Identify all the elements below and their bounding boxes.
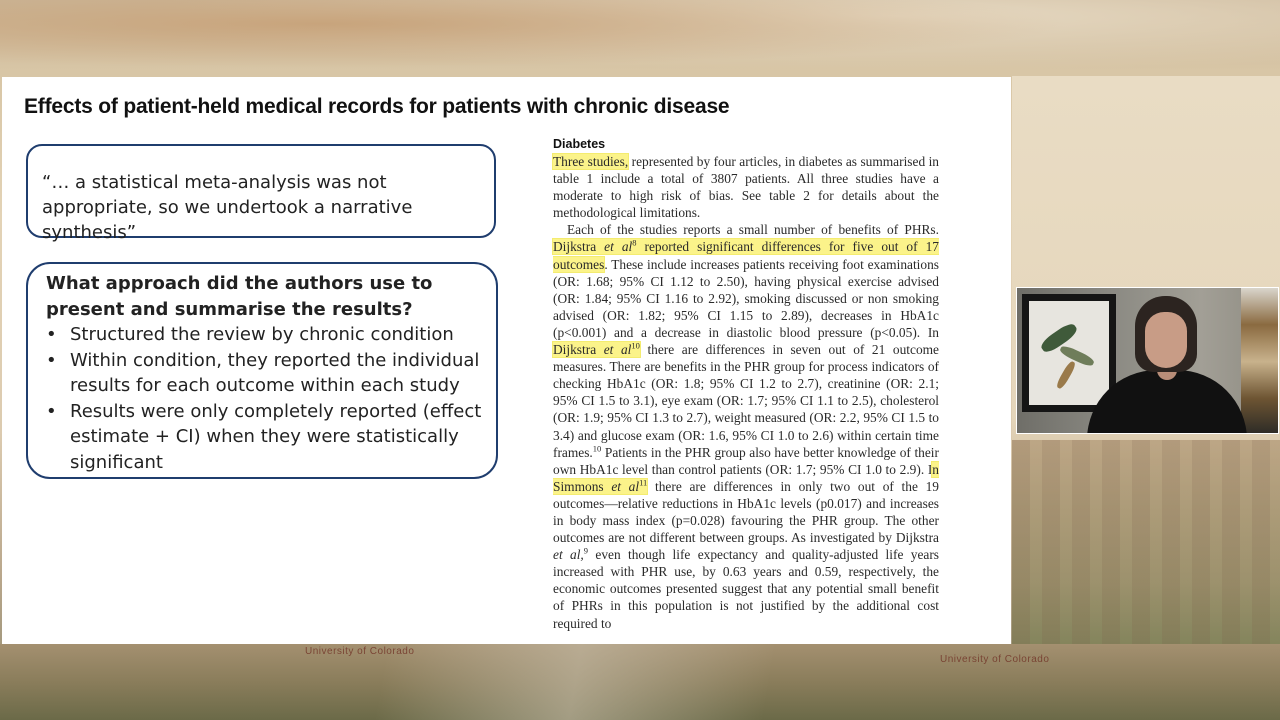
- etal-text: et al,: [553, 547, 584, 563]
- approach-bullet: [46, 399, 482, 476]
- bullet-text: Within condition, they reported the individual results for each outcome within each study: [70, 349, 480, 396]
- wall-painting-icon: [1022, 294, 1116, 412]
- bullet-dot-icon: •: [46, 400, 57, 422]
- paper-excerpt: [553, 136, 939, 632]
- highlight-three-studies: Three studies,: [553, 154, 629, 169]
- presenter-face: [1145, 312, 1187, 368]
- highlight-dijkstra-10: [553, 342, 640, 357]
- webcam-video-feed: [1016, 287, 1279, 434]
- highlight-etal: et al: [611, 478, 640, 494]
- bullet-text: Structured the review by chronic condition: [70, 324, 454, 345]
- citation-superscript: 8: [632, 238, 637, 248]
- painting-stroke: [1055, 360, 1077, 390]
- paragraph-text: there are differences in only two out of the 19 outcomes—relative reductions in HbA1c levels (p0.017) and increases in body mass index (p=0.028) favouring the PHR group. The other outcomes are not different between groups. As investigated by Dijkstra: [553, 478, 940, 546]
- bullet-dot-icon: •: [46, 349, 57, 371]
- bullet-dot-icon: •: [46, 324, 57, 345]
- highlight-text: reported significant differences for five out of 17 outcomes: [553, 239, 939, 272]
- paper-paragraph-2: [553, 221, 939, 631]
- highlight-text: Dijkstra: [553, 239, 605, 255]
- bullet-text: Results were only completely reported (effect estimate + CI) when they were statistically significant: [70, 400, 482, 473]
- highlight-text: Dijkstra: [553, 342, 604, 358]
- quote-text: “… a statistical meta-analysis was not appropriate, so we undertook a narrative synthesis”: [42, 172, 413, 243]
- paragraph-text: even though life expectancy and quality-adjusted life years increased with PHR use, by 0.63 years and 0.59, respectively, the economic outcomes presented suggest that any potential small benefit of PHRs in this population is not justified by the additional cost required to: [553, 547, 939, 631]
- paragraph-text: Patients in the PHR group also have better knowledge of their own HbA1c level than control patients (OR: 1.7; 95% CI 1.0 to 2.9). I: [553, 444, 939, 477]
- presentation-slide: [2, 77, 1011, 644]
- citation-superscript: 11: [639, 477, 648, 488]
- bookshelf: [1241, 288, 1279, 434]
- paragraph-text: there are differences in seven out of 21 outcome measures. There are benefits in the PHR group for process indicators of checking HbA1c (OR: 1.8; 95% CI 1.2 to 2.7), creatinine (OR: 2.1; 95% CI 1.5 to 3.1), eye exam (OR: 1.7; 95% CI 1.1 to 2.5), cholesterol (OR: 1.9; 95% CI 1.3 to 2.7), weight measured (OR: 2.2, 95% CI 1.5 to 3.4) and glucose exam (OR: 1.6, 95% CI 1.0 to 2.6) within certain time frames.: [553, 342, 939, 460]
- citation-superscript: 9: [583, 545, 589, 556]
- paragraph-text: Each of the studies reports a small number of benefits of PHRs.: [567, 222, 939, 238]
- paper-paragraph-1: [553, 153, 939, 221]
- highlight-etal: et al: [603, 342, 632, 358]
- approach-bullet-list: [46, 322, 482, 475]
- approach-bullet: [46, 348, 482, 399]
- quote-box: [26, 144, 496, 243]
- campus-sign-left: University of Colorado: [305, 646, 415, 657]
- paper-section-heading: Diabetes: [553, 137, 606, 151]
- background-campus-road: [0, 644, 1280, 720]
- approach-bullet: [46, 322, 482, 348]
- painting-stroke: [1059, 344, 1096, 368]
- campus-sign-right: University of Colorado: [940, 654, 1050, 665]
- paragraph-text: . These include increases patients receiving foot examinations (OR: 1.68; 95% CI 1.12 to 2.50), having physical exercise advised (OR: 1.84; 95% CI 1.16 to 2.92), smoking discussed or non smoking advised (OR: 1.82; 95% CI 1.15 to 2.89), decreases in HbA1c (p<0.001) and a decrease in diastolic blood pressure (p<0.05). In: [553, 256, 939, 340]
- approach-box: [26, 262, 498, 479]
- approach-question: What approach did the authors use to present and summarise the results?: [46, 273, 433, 320]
- slide-title: Effects of patient-held medical records for patients with chronic disease: [24, 95, 730, 118]
- paragraph-text: represented by four articles, in diabetes as summarised in table 1 include a total of 3807 patients. All three studies have a moderate to high risk of bias. See table 2 for details about the methodological limitations.: [553, 154, 939, 221]
- background-sky: [0, 0, 1280, 80]
- highlight-etal: et al: [604, 239, 633, 255]
- painting-canvas: [1029, 301, 1109, 405]
- citation-superscript: 10: [592, 443, 602, 454]
- background-campus: [1012, 440, 1280, 644]
- highlight-text: n Simmons: [553, 461, 939, 494]
- citation-superscript: 10: [631, 340, 640, 351]
